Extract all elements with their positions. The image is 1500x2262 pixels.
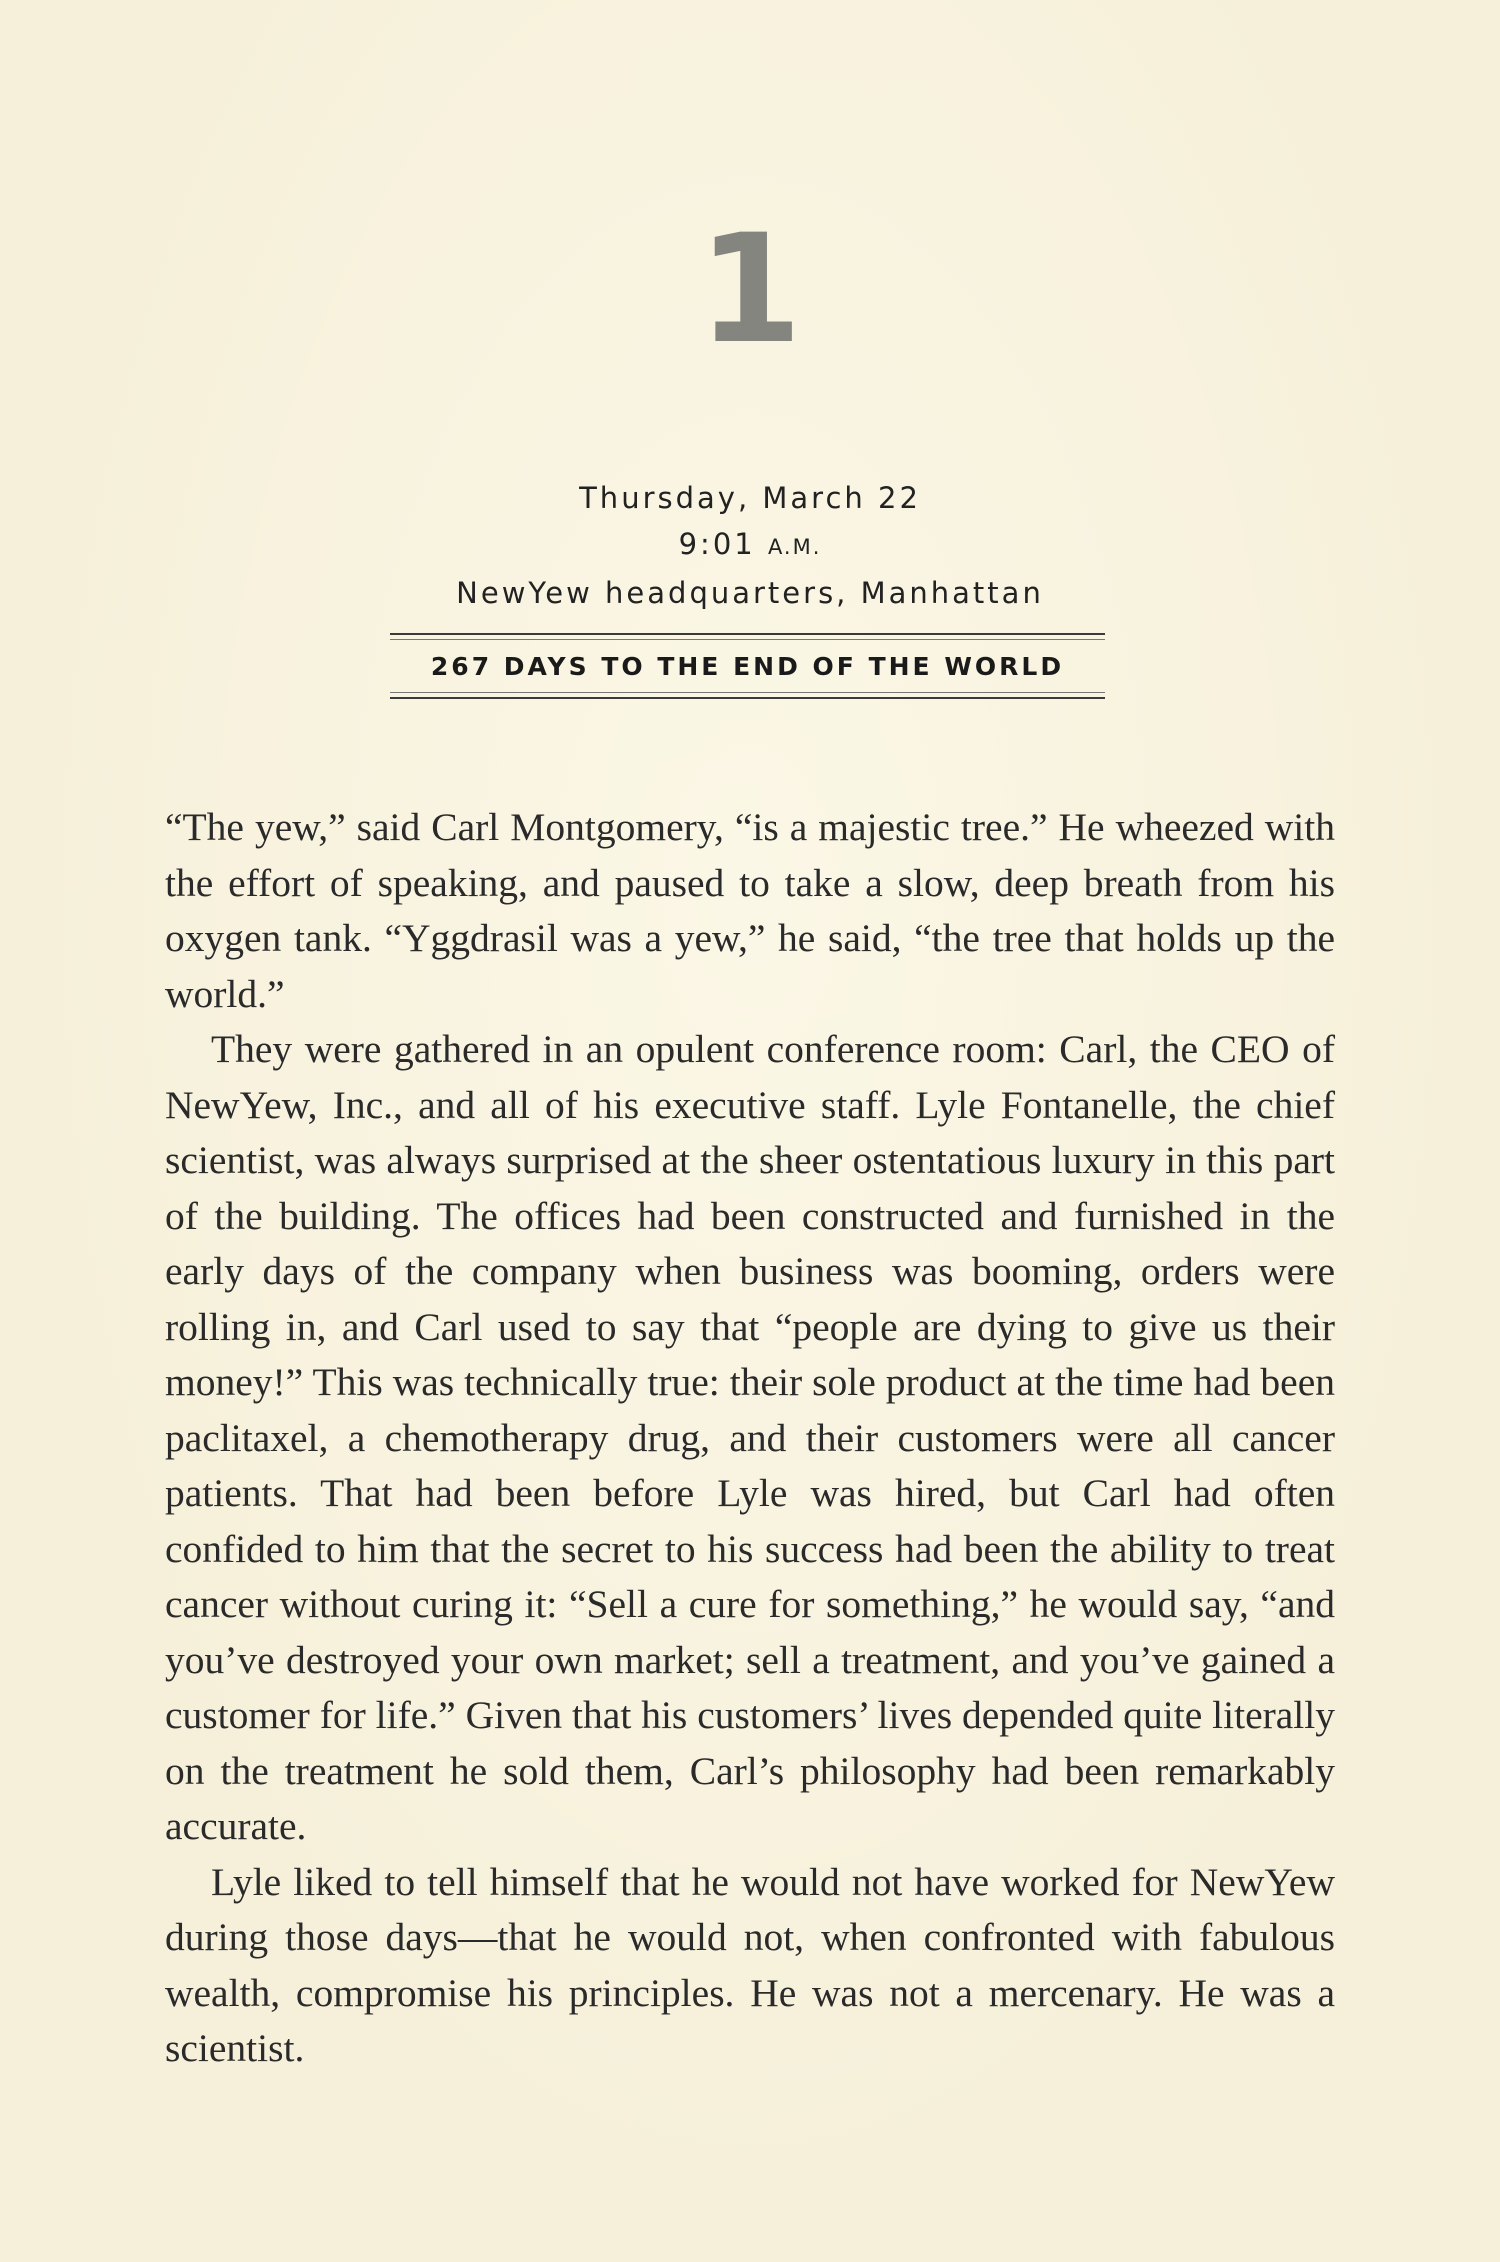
heading-time-value: 9:01 [678,527,756,561]
paragraph-2: They were gathered in an opulent conference room: Carl, the CEO of NewYew, Inc., and all of his executive staff. Lyle Fontanelle, the chief scientist, was always surprised at the sheer ostentatious luxury in this part of the building. The offices had been constructed and furnished in the early days of the company when business was booming, orders were rolling in, and Carl used to say that “people are dying to give us their money!” This was technically true: their sole product at the time had been paclitaxel, a chemotherapy drug, and their customers were all cancer patients. That had been before Lyle was hired, but Carl had often confided to him that the secret to his success had been the ability to treat cancer without curing it: “Sell a cure for something,” he would say, “and you’ve destroyed your own market; sell a treatment, and you’ve gained a customer for life.” Given that his customers’ lives depended quite literally on the treatment he sold them, Carl’s philosophy had been remarkably accurate. [165,1027,1335,1848]
heading-location: NewYew headquarters, Manhattan [456,576,1044,610]
heading-time-ampm: A.M. [767,535,822,559]
chapter-number: 1 [697,203,803,377]
paragraph-3: Lyle liked to tell himself that he would not have worked for NewYew during those days—that he would not, when confronted with fabulous wealth, compromise his principles. He was not a mercenary. He was a scientist. [165,1859,1335,2070]
paragraph-1: “The yew,” said Carl Montgomery, “is a majestic tree.” He wheezed with the effort of speaking, and paused to take a slow, deep breath from his oxygen tank. “Yggdrasil was a yew,” he said, “the tree that holds up the world.” [165,805,1335,1016]
chapter-heading [0,475,1500,616]
heading-date: Thursday, March 22 [579,481,921,515]
countdown-text: 267 DAYS TO THE END OF THE WORLD [390,639,1105,693]
countdown-banner [390,633,1105,699]
body-text [165,800,1335,2077]
heading-time [0,521,1500,570]
